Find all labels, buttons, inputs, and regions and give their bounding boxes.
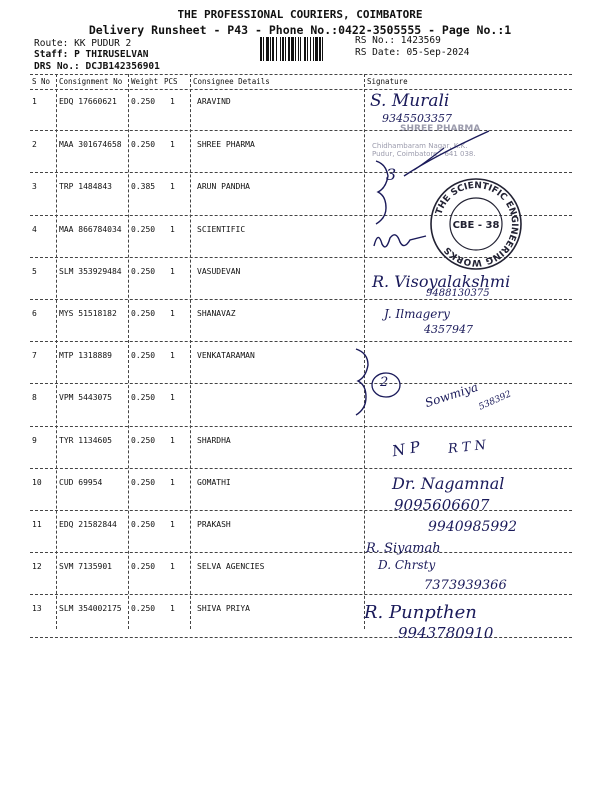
stamp-shree-address: Chidhambaram Nagar, K.K. Pudur, Coimbatore - 641 038. [372, 142, 476, 158]
drs-line [34, 61, 160, 72]
mark-three: 3 [386, 165, 397, 184]
staff-line [34, 49, 148, 60]
row-weight: 0.250 [131, 393, 156, 403]
row-consignment: EDQ 17660621 [59, 97, 117, 106]
stamp-round-text: THE SCIENTIFIC ENGINEERING WORKS [434, 180, 520, 268]
row-sno: 1 [32, 97, 37, 106]
signature-phone-12: 7373939366 [424, 578, 507, 593]
runsheet-subtitle: Delivery Runsheet - P43 - Phone No.:0422-3505555 - Page No.:1 [88, 23, 512, 37]
signature-row-6: J. Ilmagery [384, 307, 450, 321]
row-consignment: MYS 51518182 [59, 309, 117, 318]
row-consignment: MTP 1318889 [59, 351, 112, 361]
row-sno: 11 [32, 520, 42, 529]
row-pcs: 1 [170, 435, 175, 445]
signature-row-13: R. Punpthen [364, 602, 477, 623]
row-consignment: MAA 301674658 [59, 140, 122, 150]
col-consignment: Consignment No [59, 77, 123, 86]
row-sno: 6 [32, 309, 37, 318]
col-weight: Weight [131, 77, 159, 86]
mark-rtn: R T N [447, 438, 487, 457]
table-row [30, 88, 572, 130]
signature-phone-11: 9940985992 [428, 519, 518, 535]
table-row [30, 426, 572, 469]
route-line [34, 38, 131, 49]
col-sno: S No [32, 77, 51, 86]
stamp-round-center: CBE - 38 [452, 220, 500, 231]
row-consignment: TYR 1134605 [59, 435, 112, 445]
row-weight: 0.250 [131, 435, 156, 445]
row-sno: 4 [32, 224, 37, 234]
row-pcs: 1 [170, 351, 175, 361]
row-consignment: CUD 69954 [59, 477, 103, 487]
row-weight: 0.250 [131, 562, 156, 572]
row-sno: 2 [32, 140, 37, 150]
signature-row-10: Dr. Nagamnal [392, 474, 505, 493]
route-value: KK PUDUR 2 [74, 38, 132, 49]
row-consignment: VPM 5443075 [59, 393, 112, 403]
row-pcs: 1 [170, 266, 175, 276]
row-weight: 0.250 [131, 351, 156, 361]
rs-date-value: 05-Sep-2024 [406, 47, 470, 58]
row-consignee: SHIVA PRIYA [197, 604, 250, 614]
row-sno: 12 [32, 562, 42, 572]
rs-date-label: RS Date: [355, 47, 401, 58]
row-pcs: 1 [170, 477, 175, 487]
mark-two: 2 [380, 375, 389, 390]
signature-row-11: R. Siyamah [366, 541, 441, 556]
row-pcs: 1 [170, 140, 175, 150]
signature-row-12: D. Chrsty [378, 558, 436, 572]
row-weight: 0.250 [131, 140, 156, 150]
drs-value: DCJB142356901 [85, 61, 160, 72]
row-sno: 9 [32, 435, 37, 445]
row-consignee: ARUN PANDHA [197, 182, 250, 192]
row-weight: 0.250 [131, 309, 156, 318]
row-sno: 10 [32, 477, 42, 487]
signature-row-8: Sowmiya [423, 379, 480, 411]
row-sno: 5 [32, 266, 37, 276]
row-weight: 0.250 [131, 266, 156, 276]
table-row [30, 299, 572, 342]
row-consignment: SVM 7135901 [59, 562, 112, 572]
row-weight: 0.250 [131, 520, 156, 529]
signature-phone-5: 9488130375 [426, 288, 490, 299]
row-pcs: 1 [170, 393, 175, 403]
signature-phone-1: 9345503357 [382, 112, 452, 125]
col-signature: Signature [367, 77, 408, 86]
rs-date-line [355, 47, 469, 58]
row-consignee: VASUDEVAN [197, 266, 241, 276]
rs-no-value: 1423569 [400, 35, 441, 46]
signature-phone-13: 9943780910 [398, 624, 494, 642]
row-consignee: ARAVIND [197, 97, 231, 106]
signature-row-5: R. Visoyalakshmi [372, 272, 511, 291]
col-pcs: PCS [164, 77, 178, 86]
row-sno: 13 [32, 604, 42, 614]
row-pcs: 1 [170, 562, 175, 572]
scribble-row-4-icon [370, 226, 430, 254]
row-consignee: VENKATARAMAN [197, 351, 255, 361]
row-pcs: 1 [170, 604, 175, 614]
rs-no-label: RS No.: [355, 35, 396, 46]
row-consignment: MAA 866784034 [59, 224, 122, 234]
row-weight: 0.250 [131, 97, 156, 106]
col-consignee: Consignee Details [193, 77, 270, 86]
row-consignee: SHANAVAZ [197, 309, 236, 318]
signature-row-1: S. Murali [370, 91, 450, 111]
signature-note-8: 538392 [477, 389, 513, 413]
drs-label: DRS No.: [34, 61, 80, 72]
row-consignment: SLM 354002175 [59, 604, 122, 614]
row-consignee: SELVA AGENCIES [197, 562, 265, 572]
row-pcs: 1 [170, 182, 175, 192]
signature-phone-10: 9095606607 [394, 496, 490, 514]
row-consignment: TRP 1484843 [59, 182, 112, 192]
row-weight: 0.250 [131, 604, 156, 614]
row-weight: 0.385 [131, 182, 156, 192]
row-sno: 7 [32, 351, 37, 361]
row-consignee: SHARDHA [197, 435, 231, 445]
table-row [30, 341, 572, 384]
staff-value: P THIRUSELVAN [74, 49, 149, 60]
stamp-shree-name: SHREE PHARMA [400, 124, 481, 134]
row-consignee: PRAKASH [197, 520, 231, 529]
company-title: THE PROFESSIONAL COURIERS, COIMBATORE [177, 8, 423, 21]
barcode-icon [260, 37, 345, 61]
row-weight: 0.250 [131, 477, 156, 487]
row-pcs: 1 [170, 97, 175, 106]
row-weight: 0.250 [131, 224, 156, 234]
row-consignee: GOMATHI [197, 477, 231, 487]
row-consignment: EDQ 21582844 [59, 520, 117, 529]
route-label: Route: [34, 38, 69, 49]
rs-no-line [355, 35, 441, 46]
row-pcs: 1 [170, 309, 175, 318]
row-consignee: SHREE PHARMA [197, 140, 255, 150]
row-sno: 8 [32, 393, 37, 403]
row-pcs: 1 [170, 224, 175, 234]
row-consignee: SCIENTIFIC [197, 224, 246, 234]
signature-phone-6: 4357947 [424, 323, 473, 336]
row-consignment: SLM 353929484 [59, 266, 122, 276]
mark-np: N P [390, 437, 422, 461]
row-sno: 3 [32, 182, 37, 192]
staff-label: Staff: [34, 49, 69, 60]
round-stamp-icon [428, 176, 524, 272]
row-pcs: 1 [170, 520, 175, 529]
